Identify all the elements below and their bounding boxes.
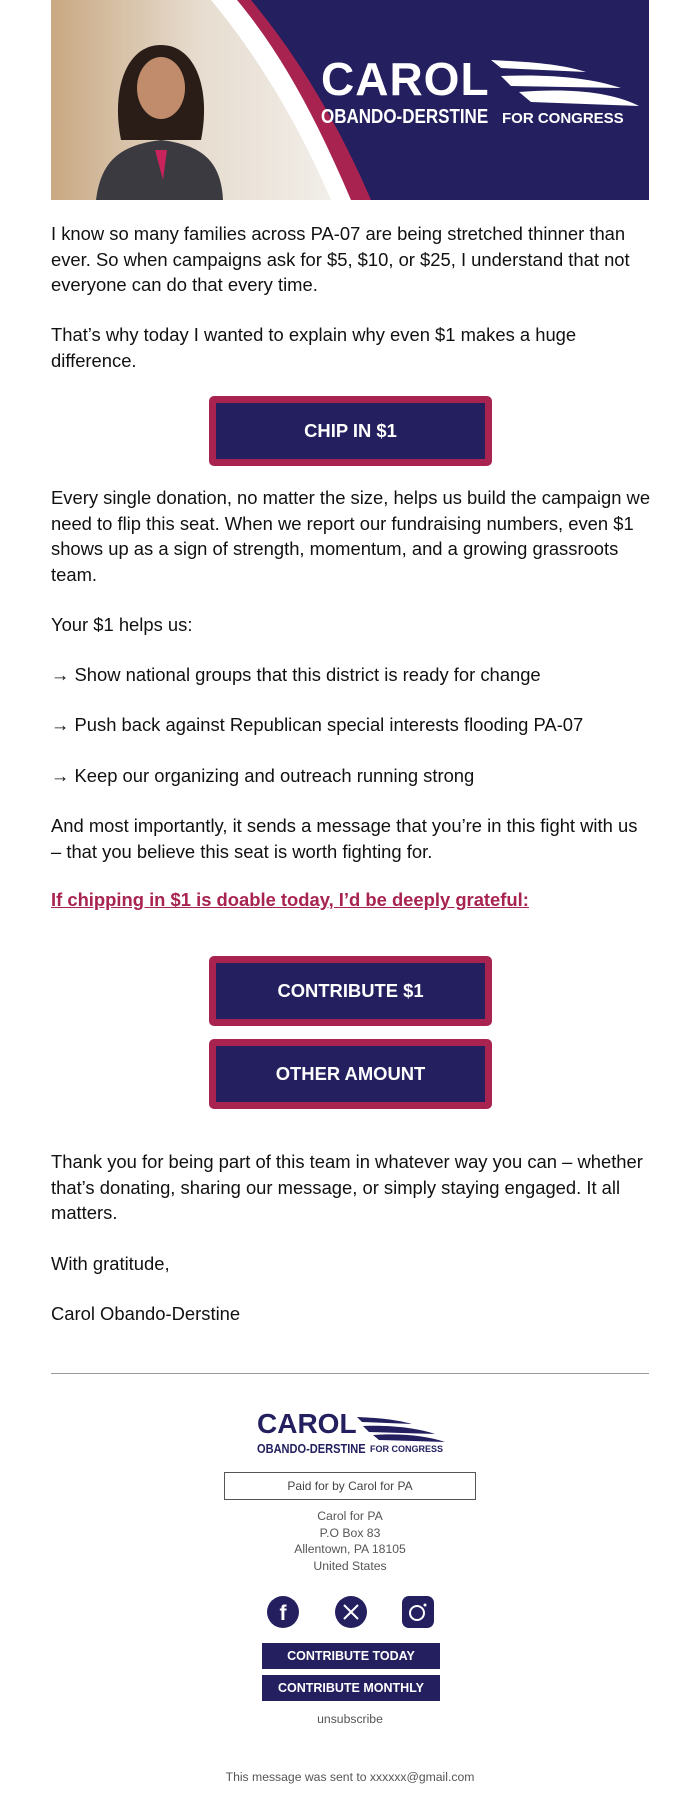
importance-paragraph: And most importantly, it sends a message that you’re in this fight with us – that you believe this seat is worth fighting for.	[51, 815, 638, 862]
footer-logo-tagline: FOR CONGRESS	[370, 1444, 444, 1454]
flag-wave-icon	[491, 58, 641, 108]
chip-in-button[interactable]: CHIP IN $1	[209, 396, 492, 466]
paid-for-disclaimer: Paid for by Carol for PA	[224, 1472, 476, 1500]
footer-logo-name: CAROL	[257, 1408, 357, 1439]
signature: Carol Obando-Derstine	[51, 1303, 241, 1324]
address-line: Carol for PA	[317, 1509, 383, 1523]
footer-logo	[257, 1408, 447, 1462]
footer-logo-surname: OBANDO-DERSTINE	[257, 1441, 366, 1456]
banner-surname: OBANDO-DERSTINE	[321, 106, 489, 128]
address-line: United States	[313, 1558, 387, 1573]
thanks-paragraph: Thank you for being part of this team in whatever way you can – whether that’s donating, sharing our message, or simply staying engaged. It all matters.	[51, 1151, 643, 1223]
bullet-item: → Show national groups that this district is ready for change	[51, 664, 541, 685]
unsubscribe-link[interactable]: unsubscribe	[317, 1712, 383, 1726]
address-line: Allentown, PA 18105	[294, 1542, 406, 1556]
other-amount-button[interactable]: OTHER AMOUNT	[209, 1039, 492, 1109]
x-icon[interactable]	[335, 1596, 367, 1628]
recipient-email: xxxxxx@gmail.com	[369, 1770, 475, 1784]
bullet-item: → Keep our organizing and outreach running strong	[51, 765, 475, 786]
donation-paragraph: Every single donation, no matter the size, helps us build the campaign we need to flip this seat. When we report our fundraising numbers, even $1 shows up as a sign of strength, momentum, and a growing grassroots team.	[51, 487, 651, 585]
helps-intro: Your $1 helps us:	[51, 614, 193, 635]
mailing-address	[0, 1508, 700, 1574]
divider	[51, 1373, 649, 1374]
sent-to-label: This message was sent to	[225, 1770, 370, 1784]
explain-paragraph: That’s why today I wanted to explain why even $1 makes a huge difference.	[51, 324, 577, 371]
contribute-1-button[interactable]: CONTRIBUTE $1	[209, 956, 492, 1026]
header-banner	[51, 0, 649, 200]
bullet-item: → Push back against Republican special interests flooding PA-07	[51, 714, 584, 735]
flag-wave-icon	[357, 1416, 447, 1442]
facebook-icon[interactable]: f	[267, 1596, 299, 1628]
intro-paragraph: I know so many families across PA-07 are being stretched thinner than ever. So when campaigns ask for $5, $10, or $25, I understand that not everyone can do that every time.	[51, 223, 630, 295]
sent-to-notice	[0, 1770, 700, 1784]
contribute-monthly-button[interactable]: CONTRIBUTE MONTHLY	[262, 1675, 440, 1701]
address-line: P.O Box 83	[319, 1525, 381, 1540]
banner-name: CAROL	[321, 53, 490, 105]
instagram-icon[interactable]	[402, 1596, 434, 1628]
banner-tagline: FOR CONGRESS	[502, 110, 624, 127]
signoff: With gratitude,	[51, 1253, 170, 1274]
donate-link[interactable]: If chipping in $1 is doable today, I’d be deeply grateful:	[51, 889, 529, 910]
contribute-today-button[interactable]: CONTRIBUTE TODAY	[262, 1643, 440, 1669]
